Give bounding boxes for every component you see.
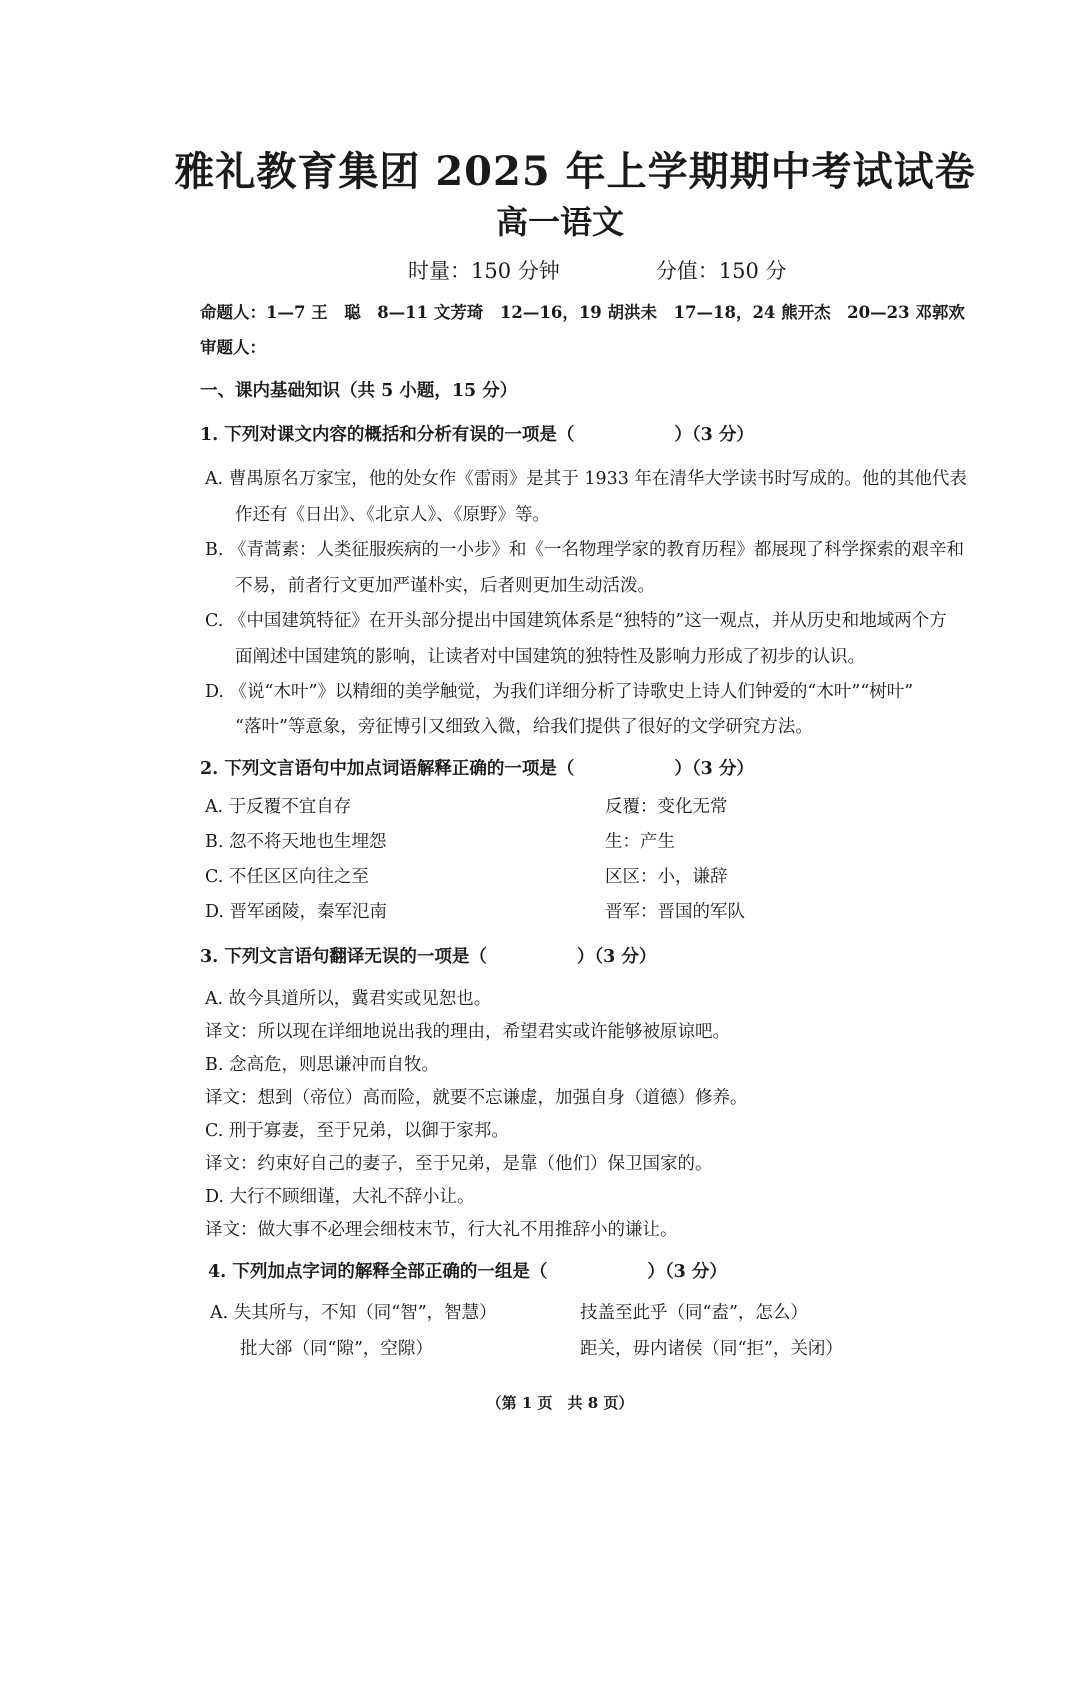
q3-option-d: D. 大行不顾细谨，大礼不辞小让。 [205, 1187, 475, 1207]
q1-option-b-cont: 不易，前者行文更加严谨朴实，后者则更加生动活泼。 [235, 576, 655, 596]
reviewers-line: 审题人： [200, 338, 266, 357]
q2-option-c-gloss: 区区：小，谦辞 [605, 867, 728, 887]
q3-option-a-translation: 译文：所以现在详细地说出我的理由，希望君实或许能够被原谅吧。 [205, 1022, 730, 1042]
q3-option-b: B. 念高危，则思谦冲而自牧。 [205, 1055, 439, 1075]
q2-option-a-gloss: 反覆：变化无常 [605, 797, 728, 817]
q1-option-a-cont: 作还有《日出》、《北京人》、《原野》等。 [235, 505, 550, 525]
q1-option-c: C. 《中国建筑特征》在开头部分提出中国建筑体系是“独特的”这一观点，并从历史和地域两个方 [205, 611, 947, 631]
score-label: 分值：150 分 [655, 259, 787, 283]
section-heading: 一、课内基础知识（共 5 小题，15 分） [200, 381, 518, 401]
q3-option-d-translation: 译文：做大事不必理会细枝末节，行大礼不用推辞小的谦让。 [205, 1220, 678, 1240]
q2-option-b-gloss: 生：产生 [605, 832, 675, 852]
q3-option-c-translation: 译文：约束好自己的妻子，至于兄弟，是靠（他们）保卫国家的。 [205, 1154, 713, 1174]
question-2-stem: 2. 下列文言语句中加点词语解释正确的一项是（ ）（3 分） [200, 759, 754, 779]
question-4-stem: 4. 下列加点字词的解释全部正确的一组是（ ）（3 分） [208, 1262, 727, 1282]
q1-option-d: D. 《说“木叶”》以精细的美学触觉，为我们详细分析了诗歌史上诗人们钟爱的“木叶”“树叶” [205, 682, 914, 702]
q4-option-a-right-2: 距关，毋内诸侯（同“拒”，关闭） [580, 1339, 843, 1359]
q2-option-b: B. 忽不将天地也生埋怨 [205, 832, 387, 852]
exam-meta [408, 255, 787, 285]
q2-option-a: A. 于反覆不宜自存 [205, 797, 352, 817]
question-3-stem: 3. 下列文言语句翻译无误的一项是（ ）（3 分） [200, 947, 657, 967]
q1-option-d-cont: “落叶”等意象，旁征博引又细致入微，给我们提供了很好的文学研究方法。 [235, 717, 813, 737]
q2-option-d-gloss: 晋军：晋国的军队 [605, 902, 745, 922]
q3-option-a: A. 故今具道所以，冀君实或见恕也。 [205, 989, 492, 1009]
q3-option-b-translation: 译文：想到（帝位）高而险，就要不忘谦虚，加强自身（道德）修养。 [205, 1088, 748, 1108]
question-1-stem: 1. 下列对课文内容的概括和分析有误的一项是（ ）（3 分） [200, 425, 754, 445]
q4-option-a-left: A. 失其所与，不知（同“智”，智慧） [210, 1303, 497, 1323]
q1-option-b: B. 《青蒿素：人类征服疾病的一小步》和《一名物理学家的教育历程》都展现了科学探索的艰辛和 [205, 540, 964, 560]
q1-option-c-cont: 面阐述中国建筑的影响，让读者对中国建筑的独特性及影响力形成了初步的认识。 [235, 647, 865, 667]
q2-option-d: D. 晋军函陵，秦军氾南 [205, 902, 388, 922]
exam-subject: 高一语文 [495, 203, 624, 241]
time-label: 时量：150 分钟 [408, 259, 560, 283]
setters-line: 命题人：1—7 王 聪 8—11 文芳琦 12—16，19 胡洪未 17—18，24 熊开杰 20—23 邓郭欢 [200, 303, 965, 322]
page-number: （第 1 页 共 8 页） [486, 1394, 634, 1412]
q4-option-a-right: 技盖至此乎（同“盍”，怎么） [580, 1303, 808, 1323]
q1-option-a: A. 曹禺原名万家宝，他的处女作《雷雨》是其于 1933 年在清华大学读书时写成的。他的其他代表 [205, 469, 967, 489]
q2-option-c: C. 不任区区向往之至 [205, 867, 369, 887]
exam-title: 雅礼教育集团 2025 年上学期期中考试试卷 [174, 148, 976, 195]
q3-option-c: C. 刑于寡妻，至于兄弟，以御于家邦。 [205, 1121, 509, 1141]
q4-option-a-left-2: 批大郤（同“隙”，空隙） [240, 1339, 433, 1359]
